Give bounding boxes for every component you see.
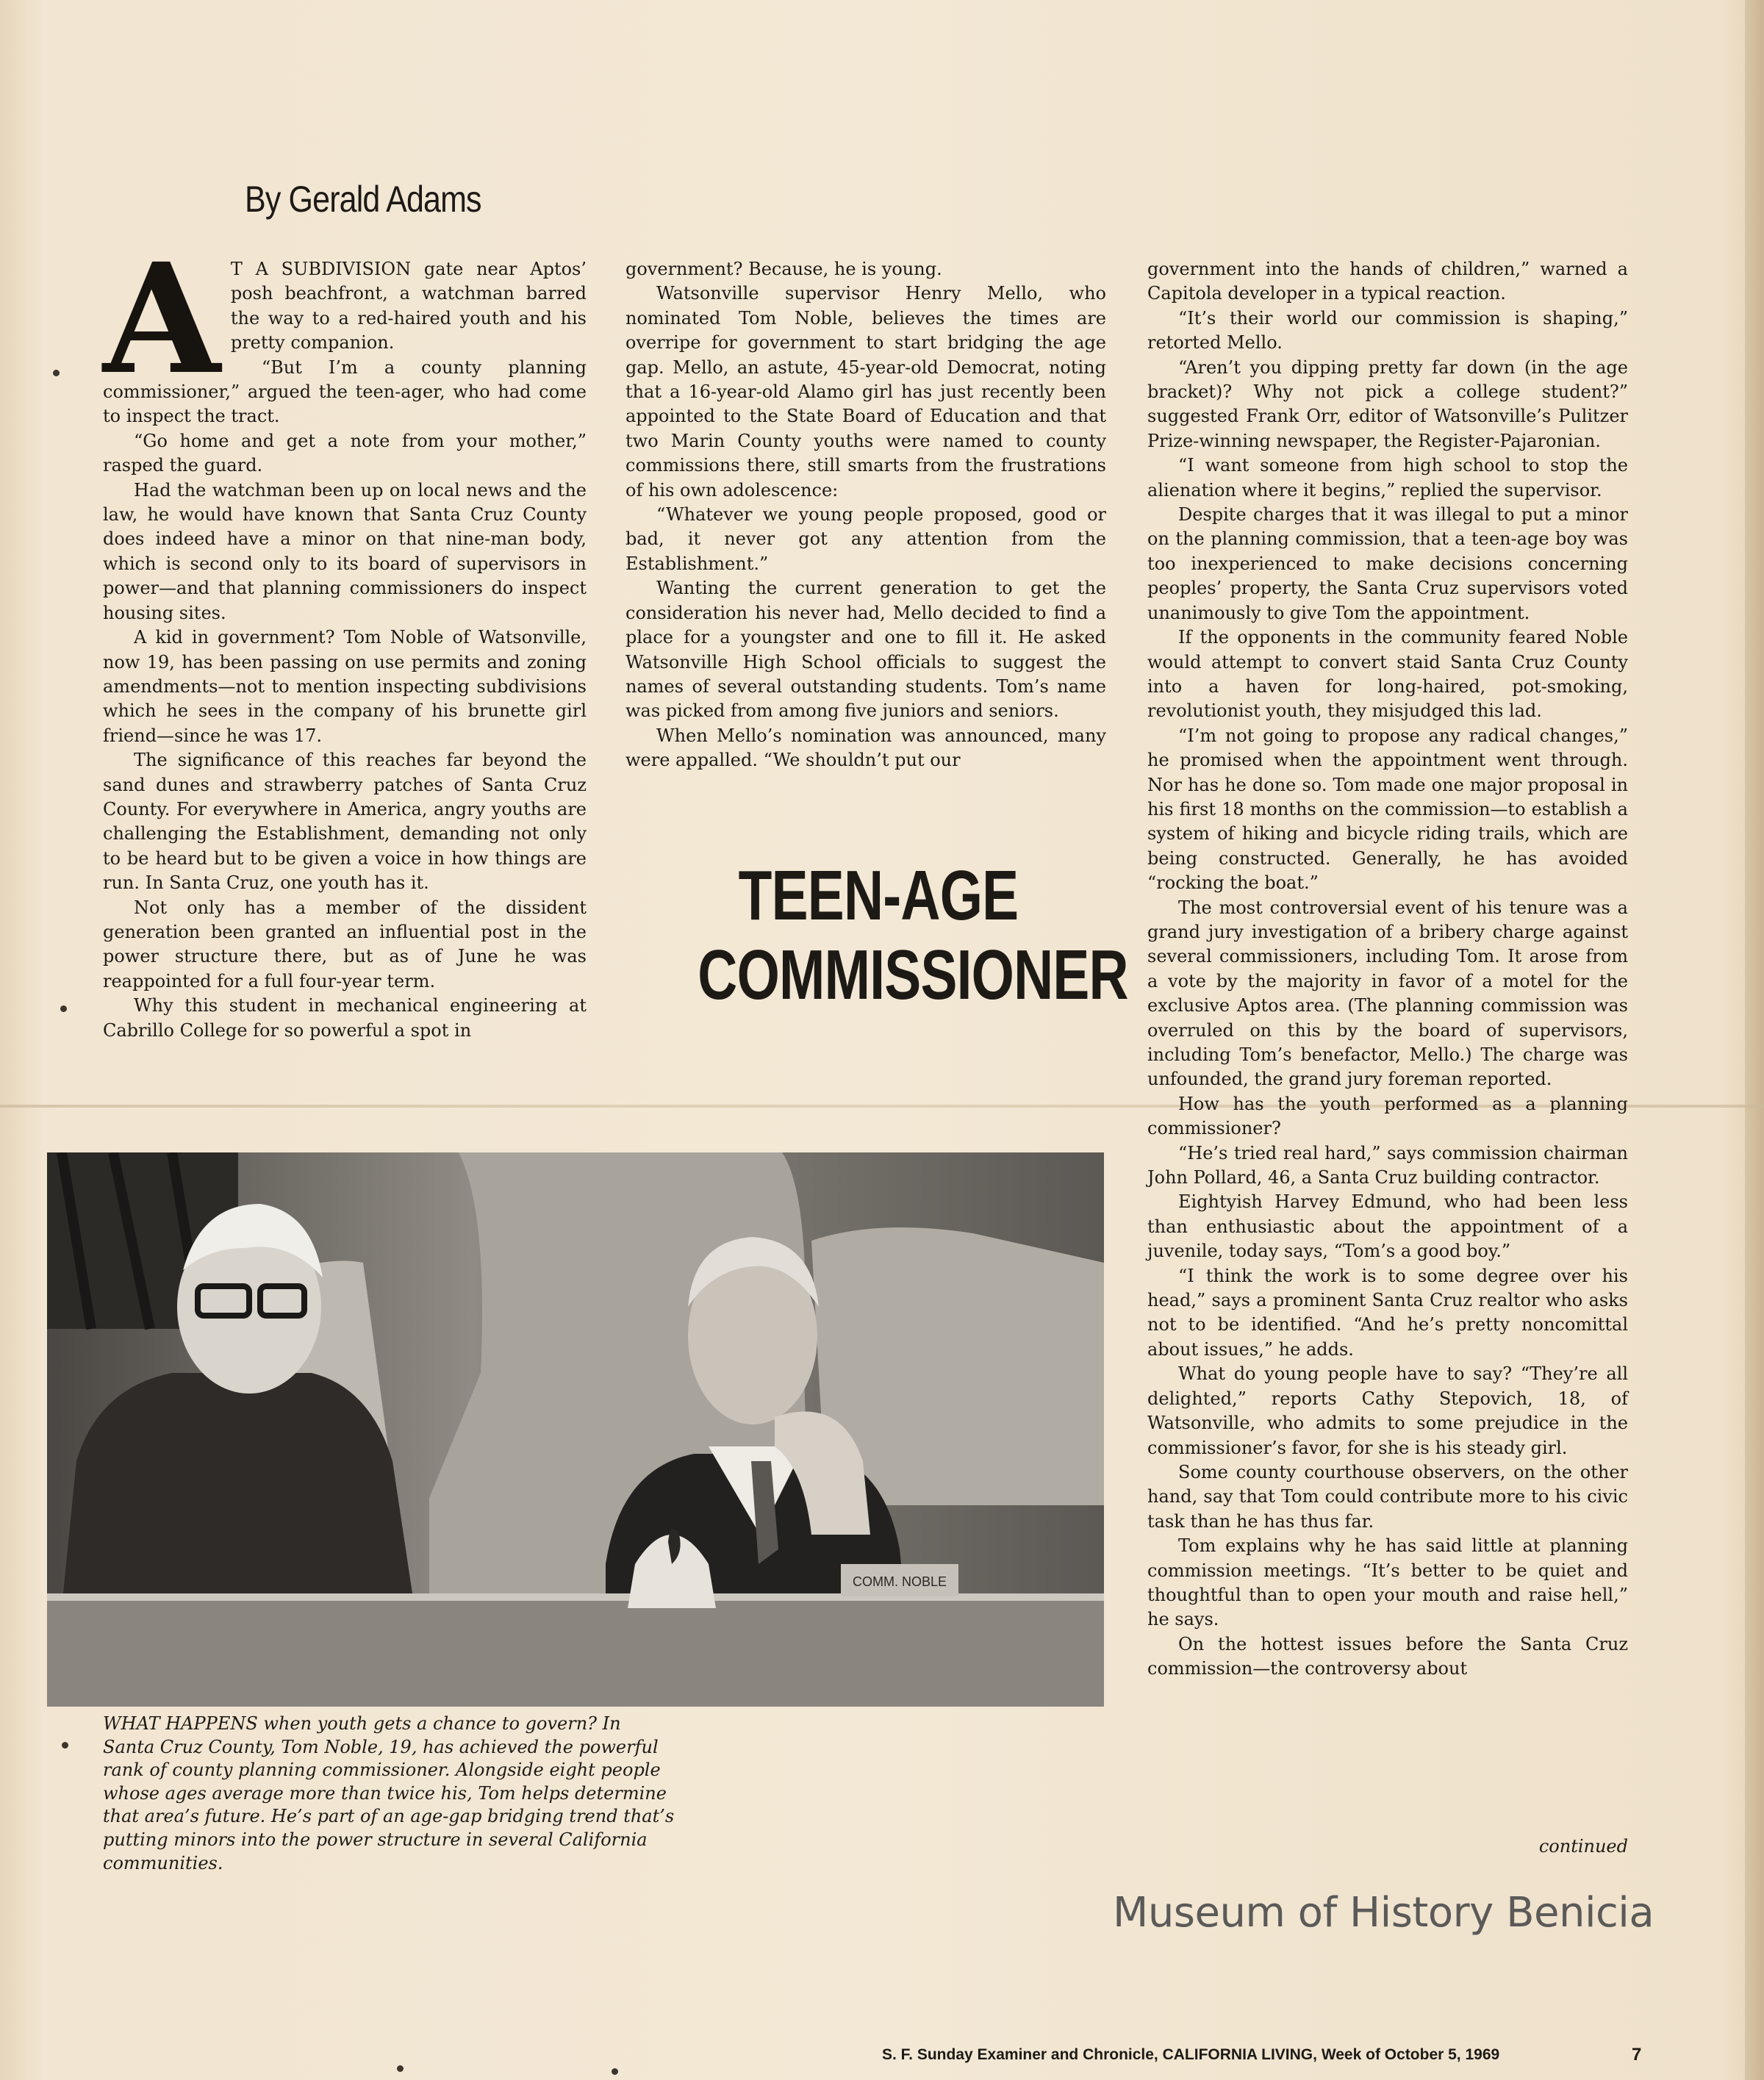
paragraph: A kid in government? Tom Noble of Watsonville, now 19, has been passing on use permits and zoning amendments—not to mention inspecting subdivisions which he sees in the company of his brunette girl friend—since he was 17.	[103, 627, 587, 746]
page-edge	[1745, 0, 1764, 2080]
drop-cap: A	[103, 230, 220, 408]
paragraph: “Aren’t you dipping pretty far down (in the age bracket)? Why not pick a college student?” suggested Frank Orr, editor of Watsonville’s Pulitzer Prize-winning newspaper, the Register-Pajaronian.	[1147, 356, 1628, 451]
paragraph: If the opponents in the community feared Noble would attempt to convert staid Santa Cruz County into a haven for long-haired, pot-smoking, revolutionist youth, they misjudged this lad.	[1147, 627, 1628, 722]
headline-line-2: COMMISSIONER	[698, 936, 1128, 1014]
paragraph: Some county courthouse observers, on the other hand, say that Tom could contribute more to his civic task than he has thus far.	[1147, 1461, 1628, 1532]
dais-desk	[47, 1593, 1104, 1707]
binding-hole	[62, 1742, 68, 1749]
paragraph: Why this student in mechanical engineering at Cabrillo College for so powerful a spot in	[103, 995, 587, 1041]
paragraph: “But I’m a county planning commissioner,” argued the teen-ager, who had come to inspect the tract.	[103, 356, 587, 427]
photo-illustration	[47, 1152, 1104, 1707]
paragraph: What do young people have to say? “They’re all delighted,” reports Cathy Stepovich, 18, of Watsonville, who admits to some prejudice in the commissioner’s favor, for she is his steady girl.	[1147, 1363, 1628, 1458]
paragraph: When Mello’s nomination was announced, many were appalled. “We shouldn’t put our	[625, 725, 1106, 771]
paragraph: Wanting the current generation to get the consideration his never had, Mello decided to find a place for a youngster and one to fill it. He asked Watsonville High School officials to suggest the names of several outstanding students. Tom’s name was picked from among five juniors and seniors.	[625, 578, 1106, 722]
paragraph: How has the youth performed as a planning commissioner?	[1147, 1093, 1628, 1139]
museum-watermark: Museum of History Benicia	[1113, 1889, 1654, 1937]
older-man-suit	[62, 1373, 415, 1608]
headline-line-1: TEEN-AGE	[738, 856, 1019, 935]
paragraph: “Go home and get a note from your mother,” rasped the guard.	[103, 430, 587, 476]
paragraph: Tom explains why he has said little at planning commission meetings. “It’s better to be quiet and thoughtful than to open your mouth and raise hell,” he says.	[1147, 1535, 1628, 1630]
byline: By Gerald Adams	[245, 179, 481, 220]
article-column-1	[103, 230, 587, 1043]
lead-text: T A SUBDIVISION gate near Aptos’ posh beachfront, a watchman barred the way to a red-haired youth and his pretty companion.	[230, 259, 587, 354]
page-footer: S. F. Sunday Examiner and Chronicle, CALIFORNIA LIVING, Week of October 5, 1969	[882, 2046, 1500, 2063]
article-column-3	[1147, 257, 1628, 1682]
page-number: 7	[1632, 2045, 1642, 2065]
paragraph: “I think the work is to some degree over his head,” says a prominent Santa Cruz realtor who asks not to be identified. “And he’s pretty noncomittal about issues,” he adds.	[1147, 1265, 1628, 1360]
paragraph: The most controversial event of his tenure was a grand jury investigation of a bribery charge against several commissioners, including Tom. It arose from a vote by the majority in favor of a motel for the exclusive Aptos area. (The planning commission was overruled on this by the board of supervisors, including Tom’s benefactor, Mello.) The charge was unfounded, the grand jury foreman reported.	[1147, 897, 1628, 1090]
paragraph: “It’s their world our commission is shaping,” retorted Mello.	[1147, 307, 1628, 354]
paragraph: “Whatever we young people proposed, good or bad, it never got any attention from the Establishment.”	[625, 504, 1106, 574]
paragraph: Eightyish Harvey Edmund, who had been less than enthusiastic about the appointment of a juvenile, today says, “Tom’s a good boy.”	[1147, 1191, 1628, 1262]
paragraph: “I want someone from high school to stop the alienation where it begins,” replied the supervisor.	[1147, 455, 1628, 501]
continued-note: continued	[1538, 1836, 1628, 1857]
photo-commissioners	[47, 1152, 1104, 1707]
photo-caption: WHAT HAPPENS when youth gets a chance to govern? In Santa Cruz County, Tom Noble, 19, has achieved the powerful rank of county planning commissioner. Alongside eight people whose ages average more than twice his, Tom helps determine that area’s future. He’s part of an age-gap bridging trend that’s putting minors into the power structure in several California communities.	[103, 1713, 675, 1873]
paragraph: Despite charges that it was illegal to put a minor on the planning commission, that a teen-age boy was too inexperienced to make decisions concerning peoples’ property, the Santa Cruz supervisors voted unanimously to give Tom the appointment.	[1147, 504, 1628, 623]
paragraph: Had the watchman been up on local news and the law, he would have known that Santa Cruz County does indeed have a minor on that nine-man body, which is second only to its board of supervisors in power—and that planning commissioners do inspect housing sites.	[103, 479, 587, 623]
binding-hole	[612, 2068, 618, 2075]
headline	[647, 856, 1128, 1015]
paragraph: “He’s tried real hard,” says commission chairman John Pollard, 46, a Santa Cruz building contractor.	[1147, 1142, 1628, 1188]
paragraph: “I’m not going to propose any radical changes,” he promised when the appointment went through. Nor has he done so. Tom made one major proposal in his first 18 months on the commission—to establish a system of hiking and bicycle riding trails, which are being constructed. Generally, he has avoided “rocking the boat.”	[1147, 725, 1628, 894]
nameplate-text: COMM. NOBLE	[852, 1574, 947, 1589]
paragraph: Watsonville supervisor Henry Mello, who nominated Tom Noble, believes the times are overripe for government to start bridging the age gap. Mello, an astute, 45-year-old Democrat, noting that a 16-year-old Alamo girl has just recently been appointed to the State Board of Education and that two Marin County youths were named to county commissions there, still smarts from the frustrations of his own adolescence:	[625, 283, 1106, 501]
binding-hole	[397, 2065, 404, 2072]
binding-hole	[53, 370, 60, 376]
paragraph: The significance of this reaches far beyond the sand dunes and strawberry patches of Santa Cruz County. For everywhere in America, angry youths are challenging the Establishment, demanding not only to be heard but to be given a voice in how things are run. In Santa Cruz, one youth has it.	[103, 750, 587, 894]
paragraph: government? Because, he is young.	[625, 259, 942, 279]
binding-hole	[60, 1005, 67, 1012]
article-column-2	[625, 257, 1106, 773]
paragraph: government into the hands of children,” warned a Capitola developer in a typical reaction.	[1147, 259, 1628, 304]
paragraph: Not only has a member of the dissident generation been granted an influential post in the power structure there, but as of June he was reappointed for a full four-year term.	[103, 897, 587, 991]
paragraph: On the hottest issues before the Santa Cruz commission—the controversy about	[1147, 1633, 1628, 1679]
